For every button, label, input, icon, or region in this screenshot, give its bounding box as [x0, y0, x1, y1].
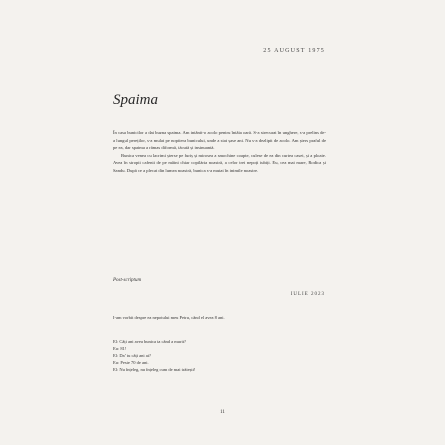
body-text: [113, 129, 326, 174]
dialogue-line: Eu: 81!: [113, 346, 127, 352]
postscript-label: Post-scriptum: [113, 278, 142, 283]
postscript-date: IULIE 2023: [290, 292, 325, 297]
header-date: 25 AUGUST 1975: [263, 48, 325, 54]
dialogue-line: El: Da’ tu câți ani ai?: [113, 353, 152, 359]
page-number: 11: [220, 410, 225, 415]
dialogue: [113, 338, 333, 373]
dialogue-line: El: Câți ani avea bunica ta când a murit?: [113, 339, 186, 344]
paragraph: Bunica venea cu lacrimi șterse pe furiș și mirosea a smochine coapte, culese de ea din curtea casei, și a ploaie. Avea în stropii cafenii de pe mâini chiar copilăria noastră, a celor trei nepoți iubiți. Eu, cea mai mare, Rodica și Sandu. După ce a plecat din lumea noastră, bunica s-a mutat în inimile noastre.: [113, 152, 326, 173]
paragraph: În casa bunicilor a dat buzna spaima. Am intânit-o acolo pentru întâia oară. S-a strecurat în unghere, s-a prelins de-a lungul pereților, s-a mulat pe noptiera bunicului, unde a stat șase ani. Nu s-a dezlipit de acolo. Am șters praful de pe ea, dar spaima a rămas diformă, tăcută și insinuantă.: [113, 130, 326, 150]
page-title: Spaima: [113, 92, 158, 108]
dialogue-line: Eu: Peste 70 de ani.: [113, 360, 149, 366]
dialogue-line: El: Nu înțeleg, nu înțeleg cum de mai trăiești!: [113, 367, 196, 373]
postscript-intro: I-am vorbit despre ea nepotului meu Petru, când el avea 8 ani.: [113, 315, 225, 320]
